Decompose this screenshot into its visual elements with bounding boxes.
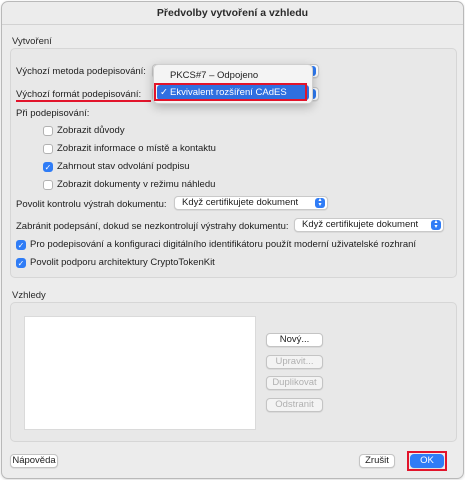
cancel-button[interactable]: Zrušit bbox=[359, 454, 395, 468]
preview-mode-label: Zobrazit dokumenty v režimu náhledu bbox=[57, 179, 216, 190]
cryptotoken-label: Povolit podporu architektury CryptoTokenKit bbox=[30, 257, 215, 268]
creation-group-title: Vytvoření bbox=[12, 36, 52, 47]
menu-item-pkcs7-label: PKCS#7 – Odpojeno bbox=[170, 70, 259, 81]
when-signing-label: Při podepisování: bbox=[16, 108, 90, 119]
checkmark-icon: ✓ bbox=[17, 259, 25, 268]
show-location-checkbox[interactable] bbox=[43, 144, 53, 154]
popup-arrows-icon: ▴ ▾ bbox=[431, 220, 441, 230]
duplicate-appearance-button[interactable]: Duplikovat bbox=[266, 376, 323, 390]
edit-appearance-button[interactable]: Upravit... bbox=[266, 355, 323, 369]
include-revocation-checkbox[interactable] bbox=[43, 162, 53, 172]
prevent-signing-value: Když certifikujete dokument bbox=[302, 219, 419, 230]
help-button[interactable]: Nápověda bbox=[10, 454, 58, 468]
dialog-title: Předvolby vytvoření a vzhledu bbox=[2, 2, 463, 25]
delete-appearance-button[interactable]: Odstranit bbox=[266, 398, 323, 412]
include-revocation-label: Zahrnout stav odvolání podpisu bbox=[57, 161, 190, 172]
show-reasons-checkbox[interactable] bbox=[43, 126, 53, 136]
checkmark-icon: ✓ bbox=[44, 163, 52, 172]
menu-item-cades-label: Ekvivalent rozšíření CAdES bbox=[170, 87, 287, 98]
default-method-label: Výchozí metoda podepisování: bbox=[16, 66, 146, 77]
ok-button[interactable]: OK bbox=[410, 454, 444, 468]
modern-ui-label: Pro podepisování a konfiguraci digitálního identifikátoru použít moderní uživatelské rozhraní bbox=[30, 239, 417, 250]
format-label-highlight bbox=[16, 100, 151, 102]
show-location-label: Zobrazit informace o místě a kontaktu bbox=[57, 143, 216, 154]
default-format-label: Výchozí formát podepisování: bbox=[16, 89, 142, 100]
preview-mode-checkbox[interactable] bbox=[43, 180, 53, 190]
popup-arrows-icon: ▴ ▾ bbox=[315, 198, 325, 208]
appearance-group-title: Vzhledy bbox=[12, 290, 46, 301]
allow-review-label: Povolit kontrolu výstrah dokumentu: bbox=[16, 199, 167, 210]
checkmark-icon: ✓ bbox=[160, 87, 168, 98]
appearance-list[interactable] bbox=[24, 316, 256, 430]
cryptotoken-checkbox[interactable] bbox=[16, 258, 26, 268]
menu-item-cades[interactable] bbox=[157, 85, 309, 100]
new-appearance-button[interactable]: Nový... bbox=[266, 333, 323, 347]
prevent-signing-label: Zabránit podepsání, dokud se nezkontrolují výstrahy dokumentu: bbox=[16, 221, 289, 232]
show-reasons-label: Zobrazit důvody bbox=[57, 125, 125, 136]
preferences-dialog bbox=[1, 1, 464, 479]
menu-item-pkcs7[interactable] bbox=[157, 68, 309, 83]
modern-ui-checkbox[interactable] bbox=[16, 240, 26, 250]
prevent-signing-popup[interactable] bbox=[294, 218, 444, 232]
format-dropdown-menu bbox=[153, 64, 313, 104]
checkmark-icon: ✓ bbox=[17, 241, 25, 250]
allow-review-value: Když certifikujete dokument bbox=[182, 197, 299, 208]
allow-review-popup[interactable] bbox=[174, 196, 328, 210]
